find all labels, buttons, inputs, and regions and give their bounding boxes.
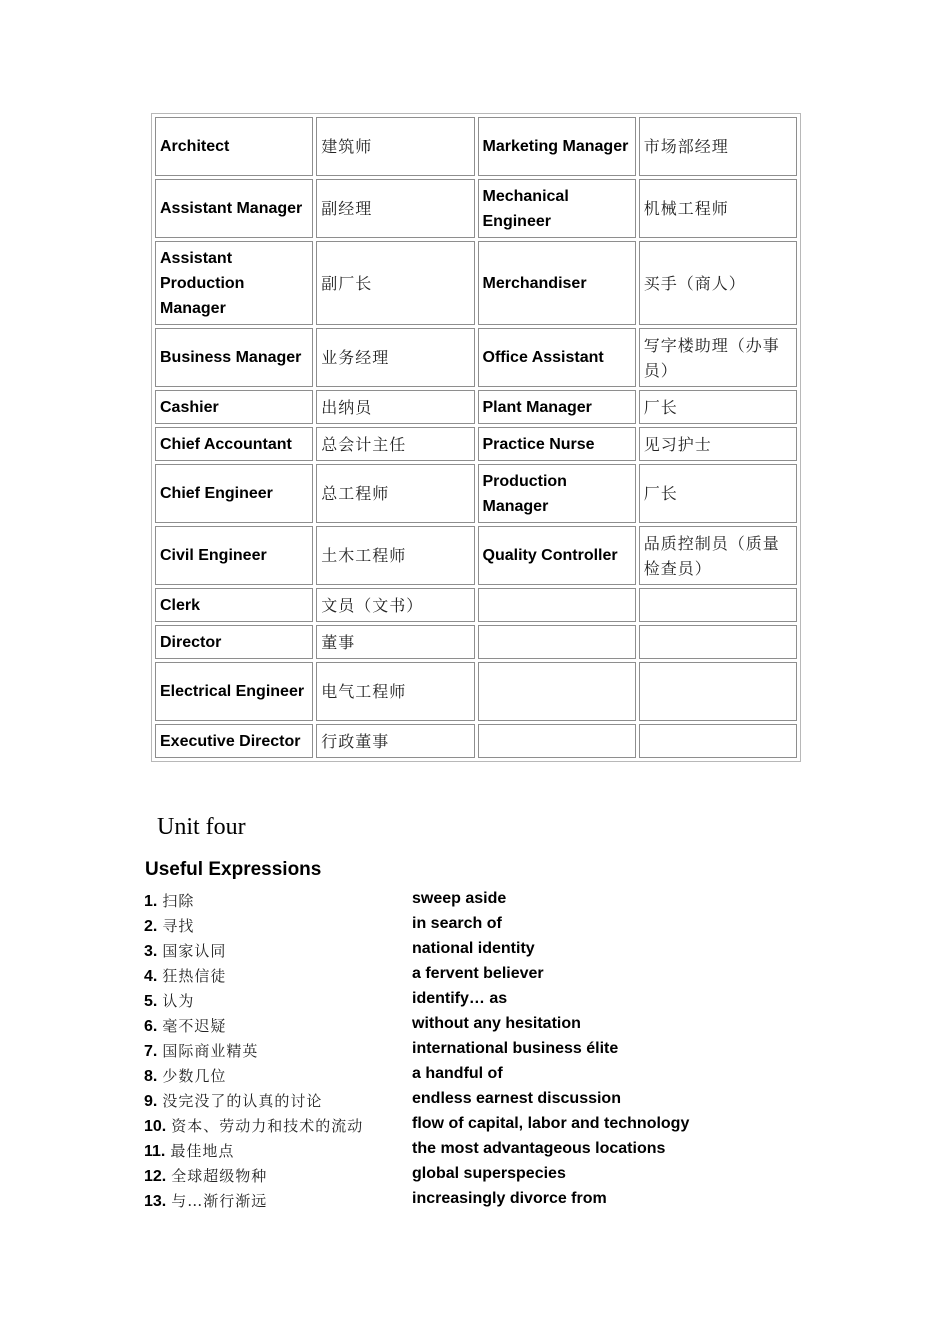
table-row [155, 241, 797, 325]
expression-cn: 国际商业精英 [162, 1042, 259, 1060]
expression-en: in search of [412, 915, 502, 932]
table-row [155, 662, 797, 721]
job-title-en: Office Assistant [478, 328, 636, 387]
list-item [0, 912, 950, 937]
job-title-zh: 电气工程师 [316, 662, 474, 721]
job-title-zh: 业务经理 [316, 328, 474, 387]
expression-en: endless earnest discussion [412, 1090, 621, 1107]
expression-list [0, 887, 950, 1212]
job-title-zh: 总会计主任 [316, 427, 474, 461]
table-row [155, 328, 797, 387]
table-row [155, 588, 797, 622]
job-title-en: Assistant Manager [155, 179, 313, 238]
expression-cn: 资本、劳动力和技术的流动 [171, 1117, 364, 1135]
expression-cn: 全球超级物种 [171, 1167, 268, 1185]
table-row [155, 526, 797, 585]
job-title-zh: 副厂长 [316, 241, 474, 325]
job-title-zh: 总工程师 [316, 464, 474, 523]
expression-cn: 毫不迟疑 [162, 1017, 227, 1035]
job-title-en: Plant Manager [478, 390, 636, 424]
job-title-en: Chief Engineer [155, 464, 313, 523]
job-title-table [151, 113, 801, 762]
list-item [0, 1112, 950, 1137]
list-item [0, 1062, 950, 1087]
table-row [155, 724, 797, 758]
list-item [0, 987, 950, 1012]
job-title-en: Executive Director [155, 724, 313, 758]
list-item [0, 1162, 950, 1187]
list-item [0, 887, 950, 912]
expression-en: flow of capital, labor and technology [412, 1115, 690, 1132]
job-title-en: Electrical Engineer [155, 662, 313, 721]
expression-cn: 没完没了的认真的讨论 [162, 1092, 323, 1110]
empty-cell [478, 625, 636, 659]
list-item [0, 1012, 950, 1037]
job-title-zh: 买手（商人） [639, 241, 797, 325]
item-number: 3. [144, 943, 158, 960]
item-number: 1. [144, 893, 158, 910]
job-title-en: Mechanical Engineer [478, 179, 636, 238]
job-title-zh: 厂长 [639, 390, 797, 424]
job-title-zh: 副经理 [316, 179, 474, 238]
item-number: 8. [144, 1068, 158, 1085]
job-title-en: Civil Engineer [155, 526, 313, 585]
expression-en: a fervent believer [412, 965, 544, 982]
expression-en: identify… as [412, 990, 508, 1007]
expression-en: international business élite [412, 1040, 619, 1057]
table-row [155, 464, 797, 523]
job-title-en: Director [155, 625, 313, 659]
item-number: 5. [144, 993, 158, 1010]
job-title-zh: 建筑师 [316, 117, 474, 176]
job-title-zh: 见习护士 [639, 427, 797, 461]
unit-title: Unit four [157, 814, 246, 840]
table-row [155, 117, 797, 176]
list-item [0, 1187, 950, 1212]
empty-cell [639, 625, 797, 659]
job-title-zh: 董事 [316, 625, 474, 659]
table-row [155, 427, 797, 461]
expression-en: global superspecies [412, 1165, 566, 1182]
expression-cn: 认为 [162, 992, 195, 1010]
item-number: 4. [144, 968, 158, 985]
job-title-en: Marketing Manager [478, 117, 636, 176]
item-number: 7. [144, 1043, 158, 1060]
job-title-en: Merchandiser [478, 241, 636, 325]
job-title-zh: 文员（文书） [316, 588, 474, 622]
item-number: 2. [144, 918, 158, 935]
job-title-zh: 机械工程师 [639, 179, 797, 238]
job-title-en: Cashier [155, 390, 313, 424]
job-title-zh: 行政董事 [316, 724, 474, 758]
empty-cell [639, 662, 797, 721]
empty-cell [639, 588, 797, 622]
empty-cell [478, 724, 636, 758]
job-title-zh: 市场部经理 [639, 117, 797, 176]
job-title-en: Practice Nurse [478, 427, 636, 461]
job-title-en: Chief Accountant [155, 427, 313, 461]
expression-en: without any hesitation [412, 1015, 581, 1032]
job-title-zh: 品质控制员（质量检查员） [639, 526, 797, 585]
expression-cn: 扫除 [162, 892, 195, 910]
item-number: 10. [144, 1118, 167, 1135]
job-title-zh: 写字楼助理（办事员） [639, 328, 797, 387]
list-item [0, 1087, 950, 1112]
list-item [0, 962, 950, 987]
expression-en: national identity [412, 940, 535, 957]
item-number: 12. [144, 1168, 167, 1185]
expression-cn: 最佳地点 [170, 1142, 235, 1160]
list-item [0, 1037, 950, 1062]
job-title-zh: 土木工程师 [316, 526, 474, 585]
expression-en: increasingly divorce from [412, 1190, 607, 1207]
job-title-en: Production Manager [478, 464, 636, 523]
item-number: 9. [144, 1093, 158, 1110]
job-title-en: Quality Controller [478, 526, 636, 585]
expression-cn: 少数几位 [162, 1067, 227, 1085]
expression-en: sweep aside [412, 890, 507, 907]
job-title-en: Assistant Production Manager [155, 241, 313, 325]
list-item [0, 1137, 950, 1162]
expression-en: the most advantageous locations [412, 1140, 666, 1157]
job-title-en: Architect [155, 117, 313, 176]
job-title-zh: 出纳员 [316, 390, 474, 424]
expression-cn: 寻找 [162, 917, 195, 935]
job-title-zh: 厂长 [639, 464, 797, 523]
expression-cn: 国家认同 [162, 942, 227, 960]
table-row [155, 390, 797, 424]
list-item [0, 937, 950, 962]
job-title-en: Business Manager [155, 328, 313, 387]
job-title-grid [152, 114, 800, 761]
empty-cell [478, 588, 636, 622]
empty-cell [639, 724, 797, 758]
section-heading: Useful Expressions [145, 859, 322, 880]
expression-en: a handful of [412, 1065, 503, 1082]
item-number: 13. [144, 1193, 167, 1210]
empty-cell [478, 662, 636, 721]
item-number: 11. [144, 1143, 166, 1160]
job-title-en: Clerk [155, 588, 313, 622]
expression-cn: 与…渐行渐远 [171, 1192, 268, 1210]
table-row [155, 179, 797, 238]
table-row [155, 625, 797, 659]
expression-cn: 狂热信徒 [162, 967, 227, 985]
item-number: 6. [144, 1018, 158, 1035]
